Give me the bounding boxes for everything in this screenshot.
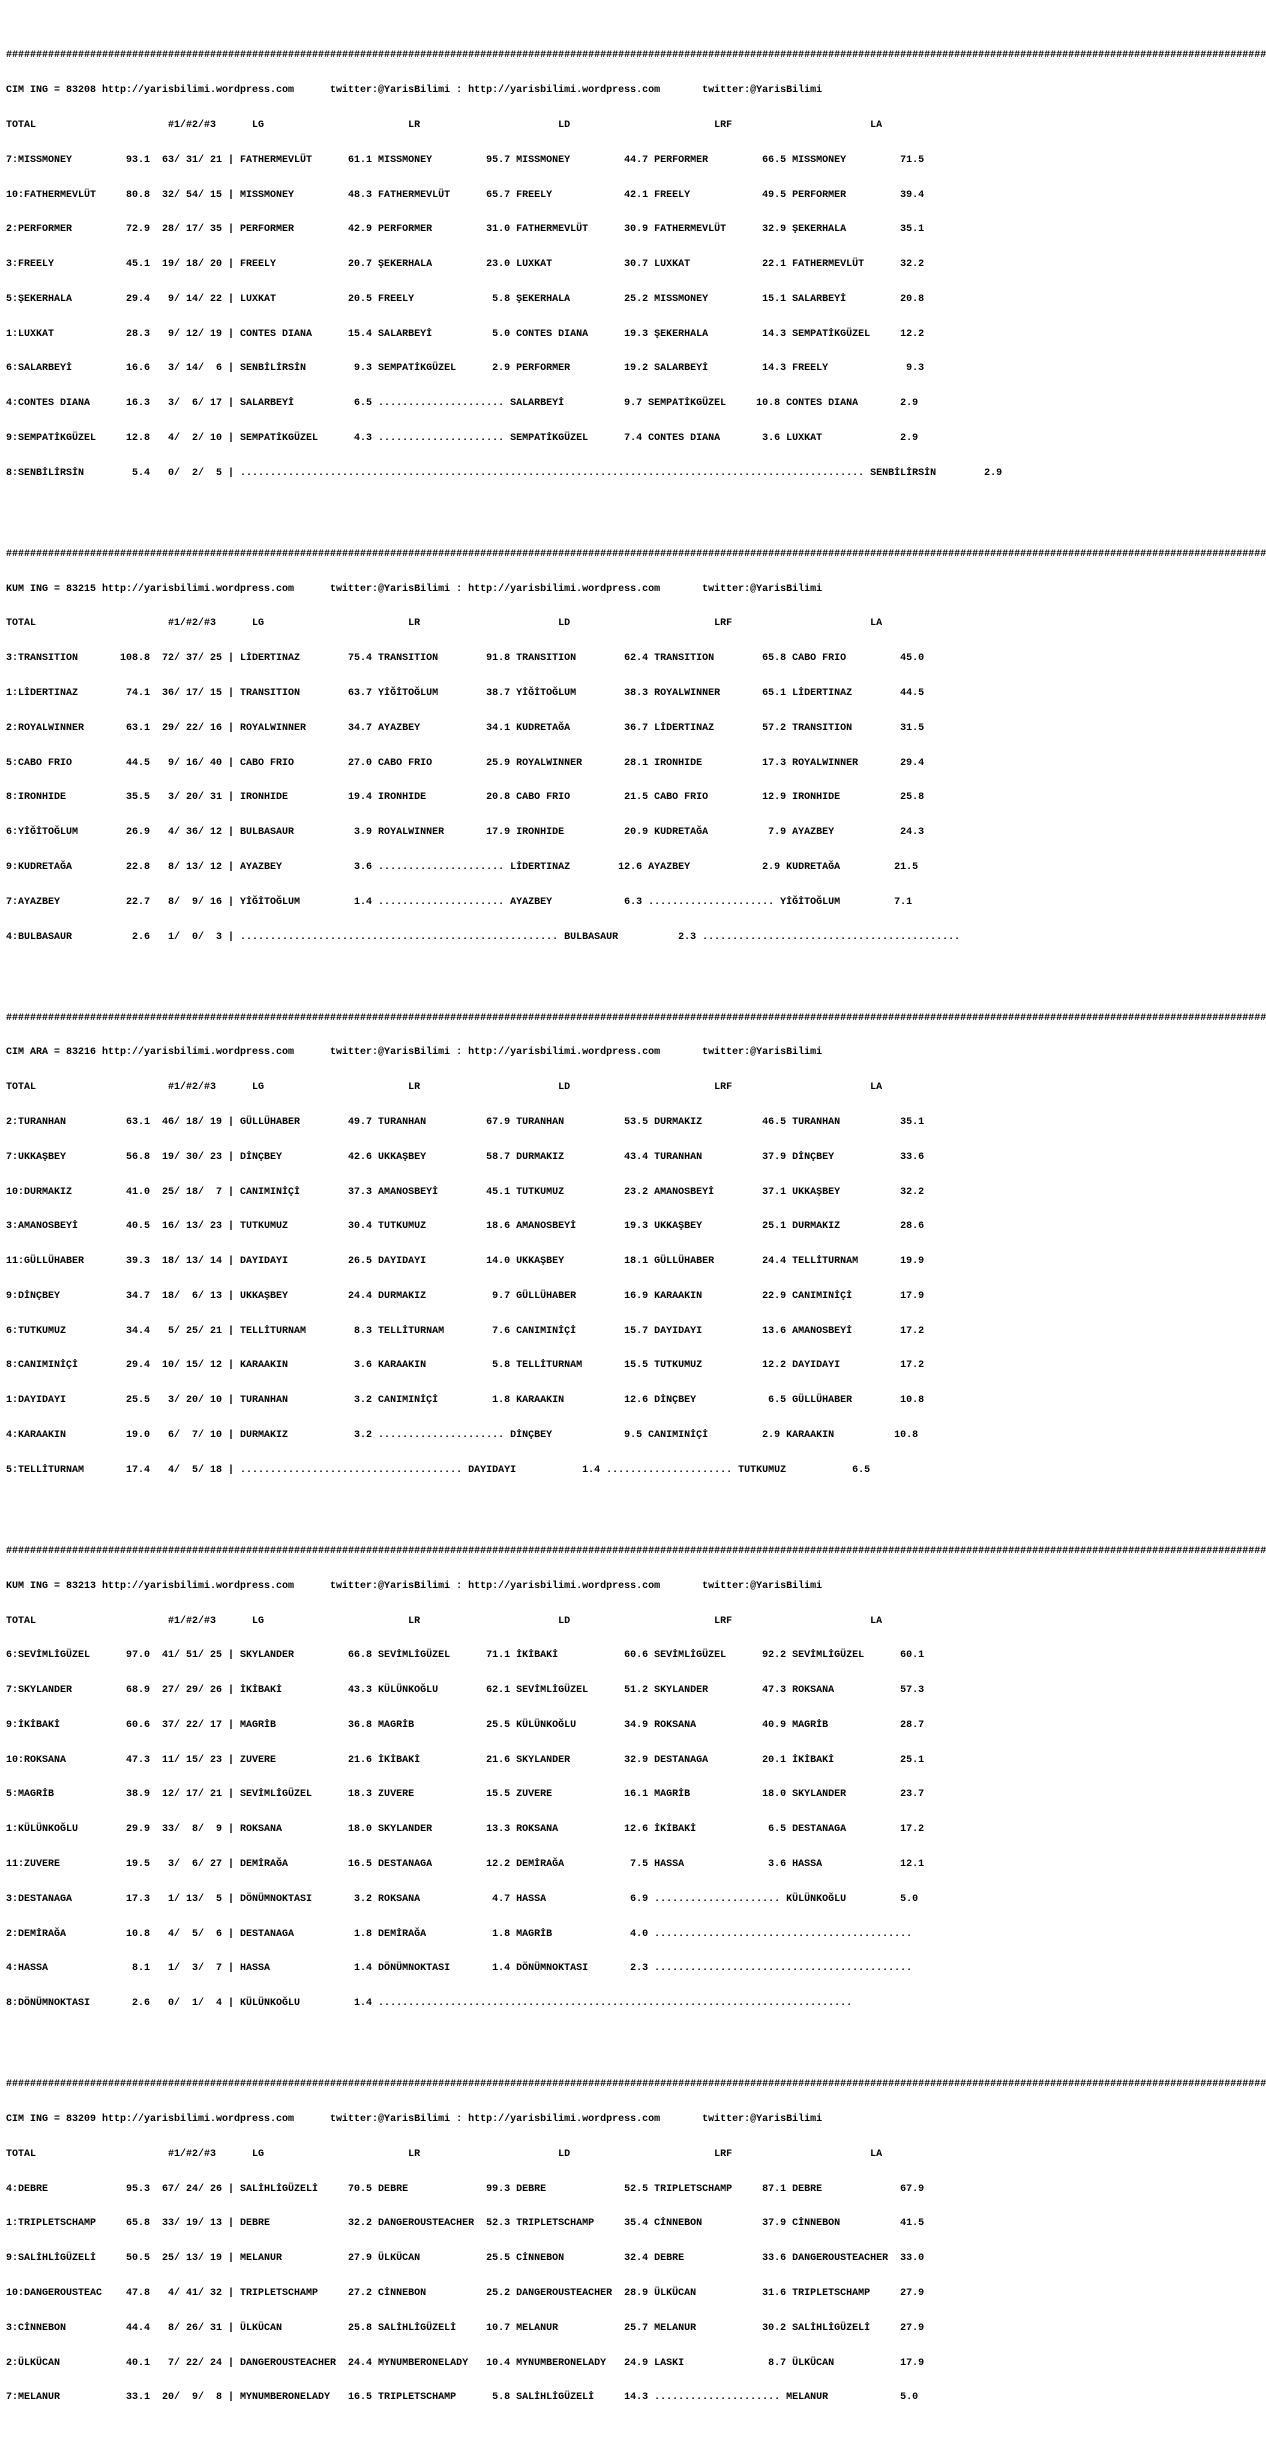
table-row: 6:SALARBEYİ 16.6 3/ 14/ 6 | SENBİLİRSİN 9.3 SEMPATİKGÜZEL 2.9 PERFORMER 19.2 SALARBEYİ 14.3 FREELY 9.3 [6, 363, 925, 375]
table-row: 10:ROKSANA 47.3 11/ 15/ 23 | ZUVERE 21.6 İKİBAKİ 21.6 SKYLANDER 32.9 DESTANAGA 20.1 İKİBAKİ 25.1 [6, 1754, 925, 1766]
table-row: 3:DESTANAGA 17.3 1/ 13/ 5 | DÖNÜMNOKTASI 3.2 ROKSANA 4.7 HASSA 6.9 ..................... KÜLÜNKOĞLU 5.0 [6, 1893, 919, 1905]
race-block [6, 989, 1266, 1499]
table-row: 4:KARAAKIN 19.0 6/ 7/ 10 | DURMAKIZ 3.2 ..................... DİNÇBEY 9.5 CANIMINİÇİ 2.9 KARAAKIN 10.8 [6, 1430, 919, 1442]
table-row: 3:FREELY 45.1 19/ 18/ 20 | FREELY 20.7 ŞEKERHALA 23.0 LUXKAT 30.7 LUXKAT 22.1 FATHERMEVLÜT 32.2 [6, 259, 925, 271]
separator-line: ################################################################################################################################################################################################################## [6, 1545, 1266, 1557]
table-row: 1:TRIPLETSCHAMP 65.8 33/ 19/ 13 | DEBRE 32.2 DANGEROUSTEACHER 52.3 TRIPLETSCHAMP 35.4 CİNNEBON 37.9 CİNNEBON 41.5 [6, 2218, 925, 2230]
separator-line: ################################################################################################################################################################################################################## [6, 548, 1266, 560]
race-header: CIM ARA = 83216 http://yarisbilimi.wordpress.com twitter:@YarisBilimi : http://yarisbilimi.wordpress.com twitter:@YarisBilimi [6, 1047, 823, 1059]
table-row: 6:SEVİMLİGÜZEL 97.0 41/ 51/ 25 | SKYLANDER 66.8 SEVİMLİGÜZEL 71.1 İKİBAKİ 60.6 SEVİMLİGÜZEL 92.2 SEVİMLİGÜZEL 60.1 [6, 1650, 925, 1662]
table-row: 1:DAYIDAYI 25.5 3/ 20/ 10 | TURANHAN 3.2 CANIMINİÇİ 1.8 KARAAKIN 12.6 DİNÇBEY 6.5 GÜLLÜHABER 10.8 [6, 1395, 925, 1407]
table-row: 6:TUTKUMUZ 34.4 5/ 25/ 21 | TELLİTURNAM 8.3 TELLİTURNAM 7.6 CANIMINİÇİ 15.7 DAYIDAYI 13.6 AMANOSBEYİ 17.2 [6, 1325, 925, 1337]
table-row: 9:SALİHLİGÜZELİ 50.5 25/ 13/ 19 | MELANUR 27.9 ÜLKÜCAN 25.5 CİNNEBON 32.4 DEBRE 33.6 DANGEROUSTEACHER 33.0 [6, 2253, 925, 2265]
table-row: 8:SENBİLİRSİN 5.4 0/ 2/ 5 | ........................................................................................................ SENBİLİRSİN 2.9 [6, 467, 1003, 479]
column-headers: TOTAL #1/#2/#3 LG LR LD LRF LA [6, 618, 883, 630]
table-row: 4:BULBASAUR 2.6 1/ 0/ 3 | ..................................................... BULBASAUR 2.3 ........................................... [6, 931, 961, 943]
race-block [6, 27, 1266, 502]
race-stats-document [6, 4, 1266, 2439]
separator-line: ################################################################################################################################################################################################################## [6, 2079, 1266, 2091]
table-row: 4:DEBRE 95.3 67/ 24/ 26 | SALİHLİGÜZELİ 70.5 DEBRE 99.3 DEBRE 52.5 TRIPLETSCHAMP 87.1 DEBRE 67.9 [6, 2183, 925, 2195]
table-row: 8:IRONHIDE 35.5 3/ 20/ 31 | IRONHIDE 19.4 IRONHIDE 20.8 CABO FRIO 21.5 CABO FRIO 12.9 IRONHIDE 25.8 [6, 792, 925, 804]
table-row: 7:MELANUR 33.1 20/ 9/ 8 | MYNUMBERONELADY 16.5 TRIPLETSCHAMP 5.8 SALİHLİGÜZELİ 14.3 ..................... MELANUR 5.0 [6, 2392, 919, 2404]
table-row: 8:CANIMINİÇİ 29.4 10/ 15/ 12 | KARAAKIN 3.6 KARAAKIN 5.8 TELLİTURNAM 15.5 TUTKUMUZ 12.2 DAYIDAYI 17.2 [6, 1360, 925, 1372]
table-row: 10:FATHERMEVLÜT 80.8 32/ 54/ 15 | MISSMONEY 48.3 FATHERMEVLÜT 65.7 FREELY 42.1 FREELY 49.5 PERFORMER 39.4 [6, 189, 925, 201]
race-block [6, 526, 1266, 967]
table-row: 3:TRANSITION 108.8 72/ 37/ 25 | LİDERTINAZ 75.4 TRANSITION 91.8 TRANSITION 62.4 TRANSITION 65.8 CABO FRIO 45.0 [6, 653, 925, 665]
table-row: 9:SEMPATİKGÜZEL 12.8 4/ 2/ 10 | SEMPATİKGÜZEL 4.3 ..................... SEMPATİKGÜZEL 7.4 CONTES DIANA 3.6 LUXKAT 2.9 [6, 432, 919, 444]
table-row: 1:KÜLÜNKOĞLU 29.9 33/ 8/ 9 | ROKSANA 18.0 SKYLANDER 13.3 ROKSANA 12.6 İKİBAKİ 6.5 DESTANAGA 17.2 [6, 1824, 925, 1836]
table-row: 9:DİNÇBEY 34.7 18/ 6/ 13 | UKKAŞBEY 24.4 DURMAKIZ 9.7 GÜLLÜHABER 16.9 KARAAKIN 22.9 CANIMINİÇİ 17.9 [6, 1290, 925, 1302]
table-row: 2:TURANHAN 63.1 46/ 18/ 19 | GÜLLÜHABER 49.7 TURANHAN 67.9 TURANHAN 53.5 DURMAKIZ 46.5 TURANHAN 35.1 [6, 1117, 925, 1128]
race-header: KUM ING = 83215 http://yarisbilimi.wordpress.com twitter:@YarisBilimi : http://yarisbilimi.wordpress.com twitter:@YarisBilimi [6, 583, 823, 595]
table-row: 9:İKİBAKİ 60.6 37/ 22/ 17 | MAGRİB 36.8 MAGRİB 25.5 KÜLÜNKOĞLU 34.9 ROKSANA 40.9 MAGRİB 28.7 [6, 1719, 925, 1731]
separator-line: ################################################################################################################################################################################################################## [6, 1012, 1266, 1024]
table-row: 3:CİNNEBON 44.4 8/ 26/ 31 | ÜLKÜCAN 25.8 SALİHLİGÜZELİ 10.7 MELANUR 25.7 MELANUR 30.2 SALİHLİGÜZELİ 27.9 [6, 2322, 925, 2334]
table-row: 2:PERFORMER 72.9 28/ 17/ 35 | PERFORMER 42.9 PERFORMER 31.0 FATHERMEVLÜT 30.9 FATHERMEVLÜT 32.9 ŞEKERHALA 35.1 [6, 224, 925, 236]
separator-line: ################################################################################################################################################################################################################## [6, 50, 1266, 62]
table-row: 1:LUXKAT 28.3 9/ 12/ 19 | CONTES DIANA 15.4 SALARBEYİ 5.0 CONTES DIANA 19.3 ŞEKERHALA 14.3 SEMPATİKGÜZEL 12.2 [6, 328, 925, 340]
column-headers: TOTAL #1/#2/#3 LG LR LD LRF LA [6, 119, 883, 131]
table-row: 2:ÜLKÜCAN 40.1 7/ 22/ 24 | DANGEROUSTEACHER 24.4 MYNUMBERONELADY 10.4 MYNUMBERONELADY 24.9 LASKI 8.7 ÜLKÜCAN 17.9 [6, 2357, 925, 2369]
table-row: 6:YİĞİTOĞLUM 26.9 4/ 36/ 12 | BULBASAUR 3.9 ROYALWINNER 17.9 IRONHIDE 20.9 KUDRETAĞA 7.9 AYAZBEY 24.3 [6, 827, 925, 839]
table-row: 5:ŞEKERHALA 29.4 9/ 14/ 22 | LUXKAT 20.5 FREELY 5.8 ŞEKERHALA 25.2 MISSMONEY 15.1 SALARBEYİ 20.8 [6, 293, 925, 305]
race-block [6, 2056, 1266, 2427]
table-row: 5:CABO FRIO 44.5 9/ 16/ 40 | CABO FRIO 27.0 CABO FRIO 25.9 ROYALWINNER 28.1 IRONHIDE 17.3 ROYALWINNER 29.4 [6, 757, 925, 769]
race-block [6, 1523, 1266, 2033]
table-row: 2:ROYALWINNER 63.1 29/ 22/ 16 | ROYALWINNER 34.7 AYAZBEY 34.1 KUDRETAĞA 36.7 LİDERTINAZ 57.2 TRANSITION 31.5 [6, 722, 925, 734]
table-row: 1:LİDERTINAZ 74.1 36/ 17/ 15 | TRANSITION 63.7 YİĞİTOĞLUM 38.7 YİĞİTOĞLUM 38.3 ROYALWINNER 65.1 LİDERTINAZ 44.5 [6, 688, 925, 700]
race-header: KUM ING = 83213 http://yarisbilimi.wordpress.com twitter:@YarisBilimi : http://yarisbilimi.wordpress.com twitter:@YarisBilimi [6, 1580, 823, 1592]
race-header: CIM ING = 83208 http://yarisbilimi.wordpress.com twitter:@YarisBilimi : http://yarisbilimi.wordpress.com twitter:@YarisBilimi [6, 85, 823, 97]
table-row: 11:ZUVERE 19.5 3/ 6/ 27 | DEMİRAĞA 16.5 DESTANAGA 12.2 DEMİRAĞA 7.5 HASSA 3.6 HASSA 12.1 [6, 1859, 925, 1870]
table-row: 7:MISSMONEY 93.1 63/ 31/ 21 | FATHERMEVLÜT 61.1 MISSMONEY 95.7 MISSMONEY 44.7 PERFORMER 66.5 MISSMONEY 71.5 [6, 154, 925, 166]
table-row: 4:HASSA 8.1 1/ 3/ 7 | HASSA 1.4 DÖNÜMNOKTASI 1.4 DÖNÜMNOKTASI 2.3 ........................................... [6, 1963, 913, 1975]
table-row: 5:TELLİTURNAM 17.4 4/ 5/ 18 | ..................................... DAYIDAYI 1.4 ..................... TUTKUMUZ 6.5 [6, 1464, 871, 1476]
table-row: 8:DÖNÜMNOKTASI 2.6 0/ 1/ 4 | KÜLÜNKOĞLU 1.4 ............................................................................... [6, 1998, 853, 2010]
table-row: 7:SKYLANDER 68.9 27/ 29/ 26 | İKİBAKİ 43.3 KÜLÜNKOĞLU 62.1 SEVİMLİGÜZEL 51.2 SKYLANDER 47.3 ROKSANA 57.3 [6, 1685, 925, 1697]
table-row: 2:DEMİRAĞA 10.8 4/ 5/ 6 | DESTANAGA 1.8 DEMİRAĞA 1.8 MAGRİB 4.0 ........................................... [6, 1928, 913, 1940]
table-row: 9:KUDRETAĞA 22.8 8/ 13/ 12 | AYAZBEY 3.6 ..................... LİDERTINAZ 12.6 AYAZBEY 2.9 KUDRETAĞA 21.5 [6, 861, 919, 873]
column-headers: TOTAL #1/#2/#3 LG LR LD LRF LA [6, 1615, 883, 1627]
column-headers: TOTAL #1/#2/#3 LG LR LD LRF LA [6, 2148, 883, 2160]
table-row: 10:DANGEROUSTEAC 47.8 4/ 41/ 32 | TRIPLETSCHAMP 27.2 CİNNEBON 25.2 DANGEROUSTEACHER 28.9 ÜLKÜCAN 31.6 TRIPLETSCHAMP 27.9 [6, 2287, 925, 2299]
race-header: CIM ING = 83209 http://yarisbilimi.wordpress.com twitter:@YarisBilimi : http://yarisbilimi.wordpress.com twitter:@YarisBilimi [6, 2114, 823, 2126]
table-row: 7:AYAZBEY 22.7 8/ 9/ 16 | YİĞİTOĞLUM 1.4 ..................... AYAZBEY 6.3 ..................... YİĞİTOĞLUM 7.1 [6, 896, 913, 908]
table-row: 3:AMANOSBEYİ 40.5 16/ 13/ 23 | TUTKUMUZ 30.4 TUTKUMUZ 18.6 AMANOSBEYİ 19.3 UKKAŞBEY 25.1 DURMAKIZ 28.6 [6, 1221, 925, 1233]
table-row: 4:CONTES DIANA 16.3 3/ 6/ 17 | SALARBEYİ 6.5 ..................... SALARBEYİ 9.7 SEMPATİKGÜZEL 10.8 CONTES DIANA 2.9 [6, 398, 919, 410]
table-row: 7:UKKAŞBEY 56.8 19/ 30/ 23 | DİNÇBEY 42.6 UKKAŞBEY 58.7 DURMAKIZ 43.4 TURANHAN 37.9 DİNÇBEY 33.6 [6, 1151, 925, 1163]
table-row: 5:MAGRİB 38.9 12/ 17/ 21 | SEVİMLİGÜZEL 18.3 ZUVERE 15.5 ZUVERE 16.1 MAGRİB 18.0 SKYLANDER 23.7 [6, 1789, 925, 1801]
column-headers: TOTAL #1/#2/#3 LG LR LD LRF LA [6, 1082, 883, 1094]
table-row: 10:DURMAKIZ 41.0 25/ 18/ 7 | CANIMINİÇİ 37.3 AMANOSBEYİ 45.1 TUTKUMUZ 23.2 AMANOSBEYİ 37.1 UKKAŞBEY 32.2 [6, 1186, 925, 1198]
table-row: 11:GÜLLÜHABER 39.3 18/ 13/ 14 | DAYIDAYI 26.5 DAYIDAYI 14.0 UKKAŞBEY 18.1 GÜLLÜHABER 24.4 TELLİTURNAM 19.9 [6, 1256, 925, 1268]
